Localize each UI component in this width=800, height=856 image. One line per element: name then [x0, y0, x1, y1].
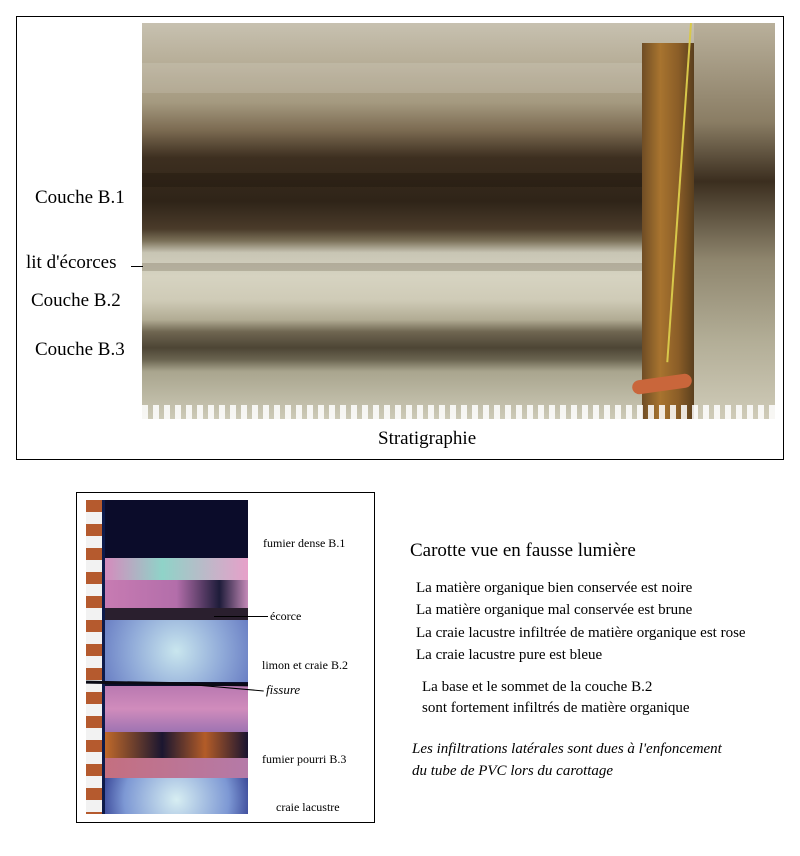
infiltrations-line: Les infiltrations latérales sont dues à l'enfoncement [412, 741, 722, 757]
label-couche-b2: Couche B.2 [31, 290, 121, 311]
legend-line: La craie lacustre infiltrée de matière organique est rose [416, 625, 746, 641]
label-ecorce: écorce [270, 609, 302, 623]
base-sommet-line: sont fortement infiltrés de matière organique [422, 700, 690, 716]
lit-ecorces-pointer [131, 266, 143, 267]
infiltrations-line: du tube de PVC lors du carottage [412, 763, 614, 779]
label-couche-b3: Couche B.3 [35, 339, 125, 360]
base-sommet-line: La base et le sommet de la couche B.2 [422, 679, 653, 695]
label-couche-b1: Couche B.1 [35, 187, 125, 208]
legend-line: La matière organique bien conservée est noire [416, 580, 693, 596]
label-limon-craie: limon et craie B.2 [262, 658, 348, 672]
label-fissure: fissure [266, 682, 301, 697]
label-fumier-dense: fumier dense B.1 [263, 536, 346, 550]
stratigraphy-photo [142, 23, 775, 419]
legend-line: La matière organique mal conservée est brune [416, 602, 693, 618]
core-ruler [86, 500, 102, 814]
caption-stratigraphie: Stratigraphie [378, 428, 477, 449]
core-sample-image [86, 500, 248, 814]
core-view-title: Carotte vue en fausse lumière [410, 540, 636, 561]
label-craie-lacustre: craie lacustre [276, 800, 340, 814]
legend-line: La craie lacustre pure est bleue [416, 647, 603, 663]
label-fumier-pourri: fumier pourri B.3 [262, 752, 347, 766]
label-lit-ecorces: lit d'écorces [26, 252, 117, 273]
